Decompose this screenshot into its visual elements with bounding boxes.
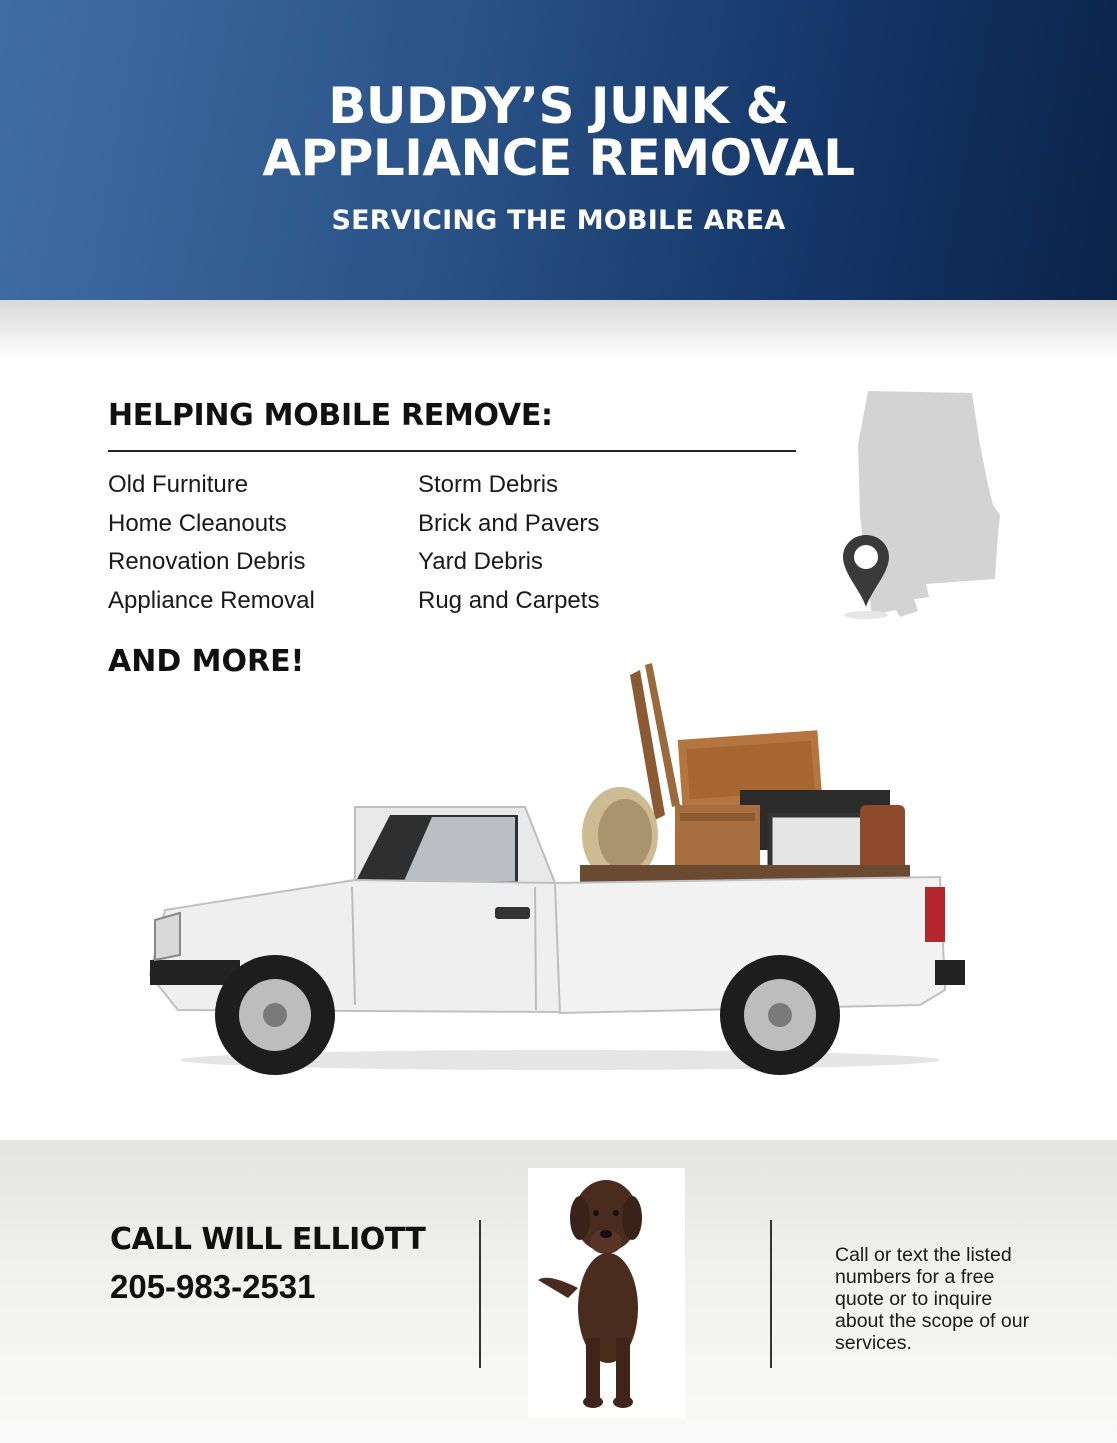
junk-pile: [580, 663, 910, 885]
and-more-text: AND MORE!: [108, 644, 305, 679]
services-list-left: [108, 466, 315, 620]
header-shadow: [0, 300, 1117, 360]
services-heading: HELPING MOBILE REMOVE:: [108, 398, 553, 433]
service-item: Rug and Carpets: [418, 586, 600, 614]
footer-divider-right: [770, 1220, 772, 1368]
dog-photo: [528, 1168, 685, 1418]
service-area-subtitle: SERVICING THE MOBILE AREA: [331, 205, 786, 236]
services-list-right: [418, 466, 599, 620]
service-item: Appliance Removal: [108, 586, 315, 614]
heading-divider: [108, 450, 796, 452]
service-item: Old Furniture: [108, 471, 249, 498]
alabama-state-shape: [858, 391, 1000, 617]
quote-info-text: Call or text the listed numbers for a free quote or to inquire about the scope of our services.: [835, 1244, 1030, 1354]
footer-divider-left: [479, 1220, 481, 1368]
phone-number[interactable]: 205-983-2531: [110, 1268, 316, 1305]
pickup-truck-with-junk-image: [140, 655, 980, 1085]
service-item: Home Cleanouts: [108, 509, 287, 537]
contact-name: CALL WILL ELLIOTT: [110, 1222, 426, 1257]
service-item: Yard Debris: [418, 548, 543, 575]
service-item: Renovation Debris: [108, 548, 306, 575]
alabama-map: [830, 385, 1010, 630]
chocolate-lab-image: [528, 1168, 685, 1418]
service-item: Storm Debris: [418, 471, 559, 498]
header-banner: [0, 0, 1117, 300]
business-name-line2: APPLIANCE REMOVAL: [262, 129, 855, 187]
service-item: Brick and Pavers: [418, 509, 600, 537]
business-name-line1: BUDDY’S JUNK &: [328, 77, 789, 135]
